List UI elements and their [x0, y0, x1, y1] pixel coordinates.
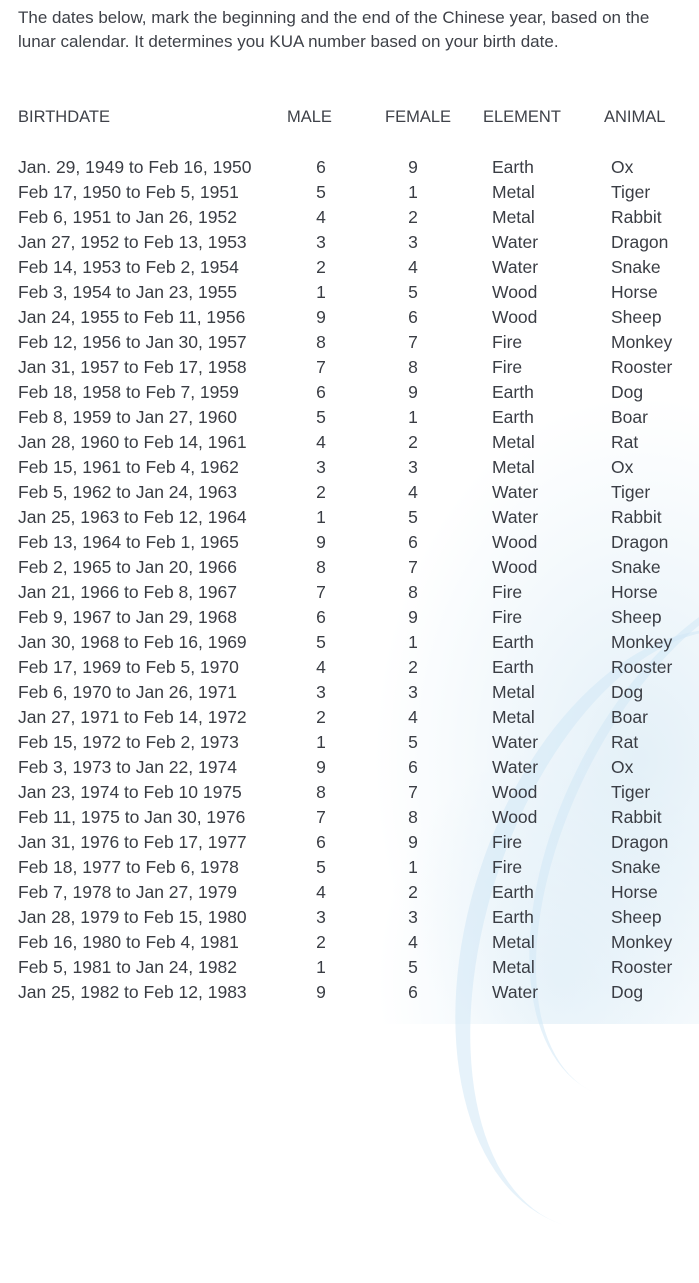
cell-female-kua: 8 — [408, 807, 418, 827]
table-row — [0, 305, 699, 330]
cell-birthdate: Feb 2, 1965 to Jan 20, 1966 — [18, 557, 237, 577]
table-row — [0, 655, 699, 680]
cell-female-kua: 5 — [408, 957, 418, 977]
cell-male-kua: 8 — [316, 782, 326, 802]
table-row — [0, 980, 699, 1005]
cell-female-kua: 5 — [408, 282, 418, 302]
cell-animal: Dragon — [611, 832, 669, 852]
header-element: ELEMENT — [483, 108, 561, 126]
cell-male-kua: 9 — [316, 757, 326, 777]
cell-element: Water — [492, 982, 539, 1002]
table-row — [0, 730, 699, 755]
cell-female-kua: 7 — [408, 782, 418, 802]
table-row — [0, 505, 699, 530]
cell-male-kua: 4 — [316, 207, 326, 227]
cell-male-kua: 6 — [316, 157, 326, 177]
cell-birthdate: Feb 3, 1973 to Jan 22, 1974 — [18, 757, 237, 777]
cell-animal: Rat — [611, 432, 639, 452]
cell-male-kua: 1 — [316, 957, 326, 977]
cell-animal: Sheep — [611, 307, 662, 327]
cell-birthdate: Feb 12, 1956 to Jan 30, 1957 — [18, 332, 247, 352]
cell-birthdate: Jan. 29, 1949 to Feb 16, 1950 — [18, 157, 252, 177]
cell-birthdate: Feb 8, 1959 to Jan 27, 1960 — [18, 407, 237, 427]
cell-female-kua: 4 — [408, 707, 418, 727]
cell-animal: Snake — [611, 257, 661, 277]
cell-animal: Rooster — [611, 657, 673, 677]
cell-element: Metal — [492, 457, 535, 477]
cell-birthdate: Feb 18, 1958 to Feb 7, 1959 — [18, 382, 239, 402]
cell-male-kua: 6 — [316, 382, 326, 402]
cell-animal: Rabbit — [611, 507, 662, 527]
cell-female-kua: 9 — [408, 832, 418, 852]
cell-element: Wood — [492, 807, 538, 827]
cell-animal: Ox — [611, 457, 634, 477]
cell-birthdate: Jan 28, 1960 to Feb 14, 1961 — [18, 432, 247, 452]
cell-element: Earth — [492, 632, 534, 652]
cell-female-kua: 3 — [408, 907, 418, 927]
cell-male-kua: 4 — [316, 882, 326, 902]
header-female: FEMALE — [385, 108, 452, 126]
cell-element: Water — [492, 232, 539, 252]
cell-female-kua: 7 — [408, 557, 418, 577]
header-animal: ANIMAL — [604, 108, 666, 126]
cell-birthdate: Jan 21, 1966 to Feb 8, 1967 — [18, 582, 237, 602]
cell-male-kua: 9 — [316, 982, 326, 1002]
cell-element: Earth — [492, 882, 534, 902]
table-row — [0, 480, 699, 505]
cell-element: Wood — [492, 782, 538, 802]
table-row — [0, 580, 699, 605]
table-row — [0, 330, 699, 355]
cell-animal: Rabbit — [611, 807, 662, 827]
table-row — [0, 755, 699, 780]
cell-female-kua: 3 — [408, 232, 418, 252]
cell-element: Metal — [492, 707, 535, 727]
cell-animal: Rooster — [611, 357, 673, 377]
cell-female-kua: 1 — [408, 857, 418, 877]
cell-female-kua: 4 — [408, 257, 418, 277]
cell-element: Metal — [492, 957, 535, 977]
table-row — [0, 280, 699, 305]
cell-element: Fire — [492, 357, 523, 377]
cell-animal: Dog — [611, 982, 644, 1002]
cell-female-kua: 7 — [408, 332, 418, 352]
cell-male-kua: 4 — [316, 657, 326, 677]
cell-female-kua: 6 — [408, 532, 418, 552]
cell-birthdate: Jan 25, 1982 to Feb 12, 1983 — [18, 982, 247, 1002]
cell-element: Metal — [492, 182, 535, 202]
table-row — [0, 905, 699, 930]
intro-paragraph: The dates below, mark the beginning and the end of the Chinese year, based on the lunar calendar. It determines you KUA number based on your birth date. — [18, 8, 650, 51]
cell-female-kua: 9 — [408, 607, 418, 627]
cell-birthdate: Jan 31, 1957 to Feb 17, 1958 — [18, 357, 247, 377]
cell-element: Earth — [492, 157, 534, 177]
cell-male-kua: 9 — [316, 532, 326, 552]
cell-animal: Snake — [611, 857, 661, 877]
cell-birthdate: Jan 24, 1955 to Feb 11, 1956 — [18, 307, 246, 327]
table-row — [0, 705, 699, 730]
cell-element: Fire — [492, 607, 523, 627]
cell-female-kua: 3 — [408, 457, 418, 477]
cell-birthdate: Jan 30, 1968 to Feb 16, 1969 — [18, 632, 247, 652]
cell-male-kua: 2 — [316, 482, 326, 502]
cell-animal: Tiger — [611, 182, 651, 202]
table-row — [0, 205, 699, 230]
cell-element: Metal — [492, 432, 535, 452]
cell-element: Earth — [492, 407, 534, 427]
table-row — [0, 780, 699, 805]
cell-male-kua: 8 — [316, 557, 326, 577]
cell-female-kua: 1 — [408, 407, 418, 427]
table-row — [0, 155, 699, 180]
cell-male-kua: 2 — [316, 932, 326, 952]
cell-animal: Dog — [611, 382, 644, 402]
cell-female-kua: 4 — [408, 932, 418, 952]
cell-animal: Rooster — [611, 957, 673, 977]
cell-element: Water — [492, 482, 539, 502]
cell-element: Fire — [492, 582, 523, 602]
cell-element: Fire — [492, 332, 523, 352]
table-row — [0, 530, 699, 555]
cell-female-kua: 3 — [408, 682, 418, 702]
cell-birthdate: Feb 7, 1978 to Jan 27, 1979 — [18, 882, 237, 902]
cell-birthdate: Jan 23, 1974 to Feb 10 1975 — [18, 782, 242, 802]
cell-birthdate: Jan 27, 1952 to Feb 13, 1953 — [18, 232, 247, 252]
cell-male-kua: 1 — [316, 732, 326, 752]
cell-animal: Ox — [611, 157, 634, 177]
table-row — [0, 880, 699, 905]
cell-birthdate: Feb 6, 1970 to Jan 26, 1971 — [18, 682, 237, 702]
cell-animal: Rat — [611, 732, 639, 752]
cell-female-kua: 1 — [408, 182, 418, 202]
cell-male-kua: 2 — [316, 257, 326, 277]
cell-male-kua: 5 — [316, 632, 326, 652]
cell-female-kua: 5 — [408, 507, 418, 527]
cell-animal: Ox — [611, 757, 634, 777]
cell-birthdate: Feb 9, 1967 to Jan 29, 1968 — [18, 607, 237, 627]
cell-element: Water — [492, 757, 539, 777]
table-row — [0, 255, 699, 280]
cell-animal: Sheep — [611, 607, 662, 627]
cell-animal: Tiger — [611, 482, 651, 502]
table-row — [0, 405, 699, 430]
cell-animal: Horse — [611, 882, 658, 902]
cell-birthdate: Jan 28, 1979 to Feb 15, 1980 — [18, 907, 247, 927]
cell-male-kua: 3 — [316, 682, 326, 702]
cell-male-kua: 6 — [316, 832, 326, 852]
table-row — [0, 805, 699, 830]
cell-animal: Monkey — [611, 632, 673, 652]
cell-female-kua: 6 — [408, 982, 418, 1002]
cell-animal: Dragon — [611, 232, 669, 252]
cell-element: Earth — [492, 382, 534, 402]
cell-female-kua: 6 — [408, 757, 418, 777]
cell-male-kua: 3 — [316, 232, 326, 252]
cell-female-kua: 1 — [408, 632, 418, 652]
cell-male-kua: 7 — [316, 582, 326, 602]
cell-male-kua: 8 — [316, 332, 326, 352]
cell-animal: Monkey — [611, 932, 673, 952]
cell-birthdate: Feb 3, 1954 to Jan 23, 1955 — [18, 282, 237, 302]
cell-element: Metal — [492, 207, 535, 227]
cell-element: Earth — [492, 657, 534, 677]
cell-animal: Dragon — [611, 532, 669, 552]
cell-animal: Tiger — [611, 782, 651, 802]
cell-female-kua: 4 — [408, 482, 418, 502]
table-row — [0, 680, 699, 705]
cell-male-kua: 5 — [316, 182, 326, 202]
cell-animal: Horse — [611, 582, 658, 602]
cell-female-kua: 2 — [408, 882, 418, 902]
header-male: MALE — [287, 108, 332, 126]
table-row — [0, 430, 699, 455]
cell-birthdate: Feb 6, 1951 to Jan 26, 1952 — [18, 207, 237, 227]
cell-birthdate: Jan 31, 1976 to Feb 17, 1977 — [18, 832, 247, 852]
cell-birthdate: Feb 15, 1972 to Feb 2, 1973 — [18, 732, 239, 752]
cell-birthdate: Feb 18, 1977 to Feb 6, 1978 — [18, 857, 239, 877]
cell-female-kua: 8 — [408, 357, 418, 377]
cell-animal: Rabbit — [611, 207, 662, 227]
table-row — [0, 555, 699, 580]
cell-male-kua: 3 — [316, 907, 326, 927]
cell-male-kua: 3 — [316, 457, 326, 477]
cell-male-kua: 5 — [316, 857, 326, 877]
cell-birthdate: Feb 16, 1980 to Feb 4, 1981 — [18, 932, 239, 952]
cell-female-kua: 2 — [408, 207, 418, 227]
cell-animal: Boar — [611, 707, 648, 727]
cell-birthdate: Feb 15, 1961 to Feb 4, 1962 — [18, 457, 239, 477]
cell-element: Metal — [492, 682, 535, 702]
cell-female-kua: 5 — [408, 732, 418, 752]
cell-female-kua: 6 — [408, 307, 418, 327]
cell-animal: Snake — [611, 557, 661, 577]
cell-female-kua: 9 — [408, 157, 418, 177]
cell-birthdate: Jan 27, 1971 to Feb 14, 1972 — [18, 707, 247, 727]
cell-birthdate: Feb 5, 1962 to Jan 24, 1963 — [18, 482, 237, 502]
cell-male-kua: 6 — [316, 607, 326, 627]
cell-animal: Monkey — [611, 332, 673, 352]
cell-female-kua: 2 — [408, 432, 418, 452]
cell-element: Fire — [492, 857, 523, 877]
table-row — [0, 605, 699, 630]
header-birthdate: BIRTHDATE — [18, 108, 110, 126]
cell-animal: Sheep — [611, 907, 662, 927]
table-row — [0, 930, 699, 955]
cell-male-kua: 7 — [316, 807, 326, 827]
cell-female-kua: 9 — [408, 382, 418, 402]
cell-element: Wood — [492, 307, 538, 327]
cell-animal: Dog — [611, 682, 644, 702]
cell-element: Wood — [492, 557, 538, 577]
cell-male-kua: 5 — [316, 407, 326, 427]
table-row — [0, 230, 699, 255]
cell-female-kua: 2 — [408, 657, 418, 677]
table-row — [0, 630, 699, 655]
cell-element: Water — [492, 732, 539, 752]
kua-table-body — [0, 155, 699, 1005]
table-row — [0, 380, 699, 405]
cell-animal: Boar — [611, 407, 648, 427]
cell-birthdate: Jan 25, 1963 to Feb 12, 1964 — [18, 507, 247, 527]
cell-element: Fire — [492, 832, 523, 852]
cell-element: Wood — [492, 282, 538, 302]
table-row — [0, 455, 699, 480]
cell-birthdate: Feb 17, 1969 to Feb 5, 1970 — [18, 657, 239, 677]
cell-male-kua: 4 — [316, 432, 326, 452]
cell-female-kua: 8 — [408, 582, 418, 602]
cell-element: Wood — [492, 532, 538, 552]
table-row — [0, 180, 699, 205]
cell-element: Metal — [492, 932, 535, 952]
cell-element: Earth — [492, 907, 534, 927]
cell-male-kua: 1 — [316, 507, 326, 527]
cell-male-kua: 7 — [316, 357, 326, 377]
table-row — [0, 855, 699, 880]
table-row — [0, 830, 699, 855]
table-row — [0, 355, 699, 380]
cell-male-kua: 9 — [316, 307, 326, 327]
cell-birthdate: Feb 14, 1953 to Feb 2, 1954 — [18, 257, 239, 277]
cell-male-kua: 2 — [316, 707, 326, 727]
table-row — [0, 955, 699, 980]
cell-birthdate: Feb 5, 1981 to Jan 24, 1982 — [18, 957, 237, 977]
cell-animal: Horse — [611, 282, 658, 302]
cell-element: Water — [492, 257, 539, 277]
cell-birthdate: Feb 13, 1964 to Feb 1, 1965 — [18, 532, 239, 552]
cell-male-kua: 1 — [316, 282, 326, 302]
cell-element: Water — [492, 507, 539, 527]
cell-birthdate: Feb 11, 1975 to Jan 30, 1976 — [18, 807, 246, 827]
cell-birthdate: Feb 17, 1950 to Feb 5, 1951 — [18, 182, 239, 202]
